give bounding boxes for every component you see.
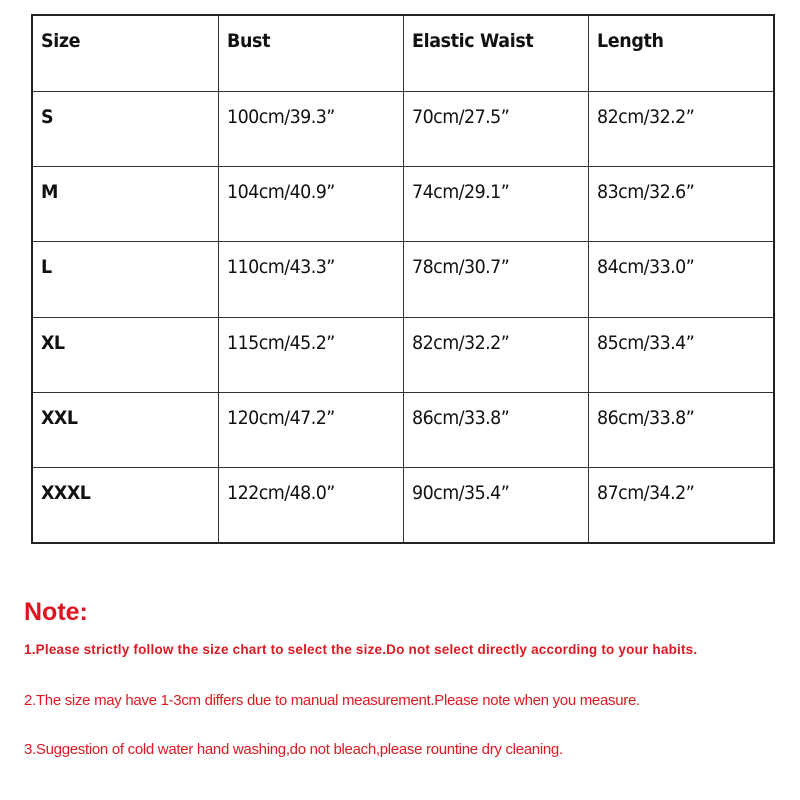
header-size: Size <box>32 15 218 91</box>
table-row <box>32 167 774 242</box>
header-elastic-waist: Elastic Waist <box>403 15 588 91</box>
bust-cell: 120cm/47.2” <box>218 392 403 467</box>
waist-cell: 74cm/29.1” <box>403 167 588 242</box>
size-chart-table <box>31 14 775 544</box>
waist-cell: 70cm/27.5” <box>403 91 588 166</box>
size-cell: L <box>32 242 218 317</box>
table-row <box>32 242 774 317</box>
length-cell: 84cm/33.0” <box>588 242 774 317</box>
notes-section <box>24 596 800 758</box>
table-header-row <box>32 15 774 91</box>
bust-cell: 110cm/43.3” <box>218 242 403 317</box>
length-cell: 85cm/33.4” <box>588 317 774 392</box>
size-cell: XXL <box>32 392 218 467</box>
size-cell: XXXL <box>32 468 218 543</box>
note-title: Note: <box>24 598 88 626</box>
bust-cell: 100cm/39.3” <box>218 91 403 166</box>
note-item-1: 1.Please strictly follow the size chart to select the size.Do not select directly according to your habits. <box>24 642 698 657</box>
table-row <box>32 317 774 392</box>
bust-cell: 104cm/40.9” <box>218 167 403 242</box>
length-cell: 82cm/32.2” <box>588 91 774 166</box>
table-row <box>32 91 774 166</box>
size-cell: XL <box>32 317 218 392</box>
size-cell: S <box>32 91 218 166</box>
note-item-3: 3.Suggestion of cold water hand washing,do not bleach,please rountine dry cleaning. <box>24 741 563 758</box>
length-cell: 86cm/33.8” <box>588 392 774 467</box>
note-item-2: 2.The size may have 1-3cm differs due to manual measurement.Please note when you measure. <box>24 692 640 709</box>
length-cell: 87cm/34.2” <box>588 468 774 543</box>
waist-cell: 90cm/35.4” <box>403 468 588 543</box>
waist-cell: 86cm/33.8” <box>403 392 588 467</box>
bust-cell: 115cm/45.2” <box>218 317 403 392</box>
waist-cell: 78cm/30.7” <box>403 242 588 317</box>
header-length: Length <box>588 15 774 91</box>
waist-cell: 82cm/32.2” <box>403 317 588 392</box>
table-row <box>32 468 774 543</box>
table-row <box>32 392 774 467</box>
size-cell: M <box>32 167 218 242</box>
header-bust: Bust <box>218 15 403 91</box>
bust-cell: 122cm/48.0” <box>218 468 403 543</box>
length-cell: 83cm/32.6” <box>588 167 774 242</box>
